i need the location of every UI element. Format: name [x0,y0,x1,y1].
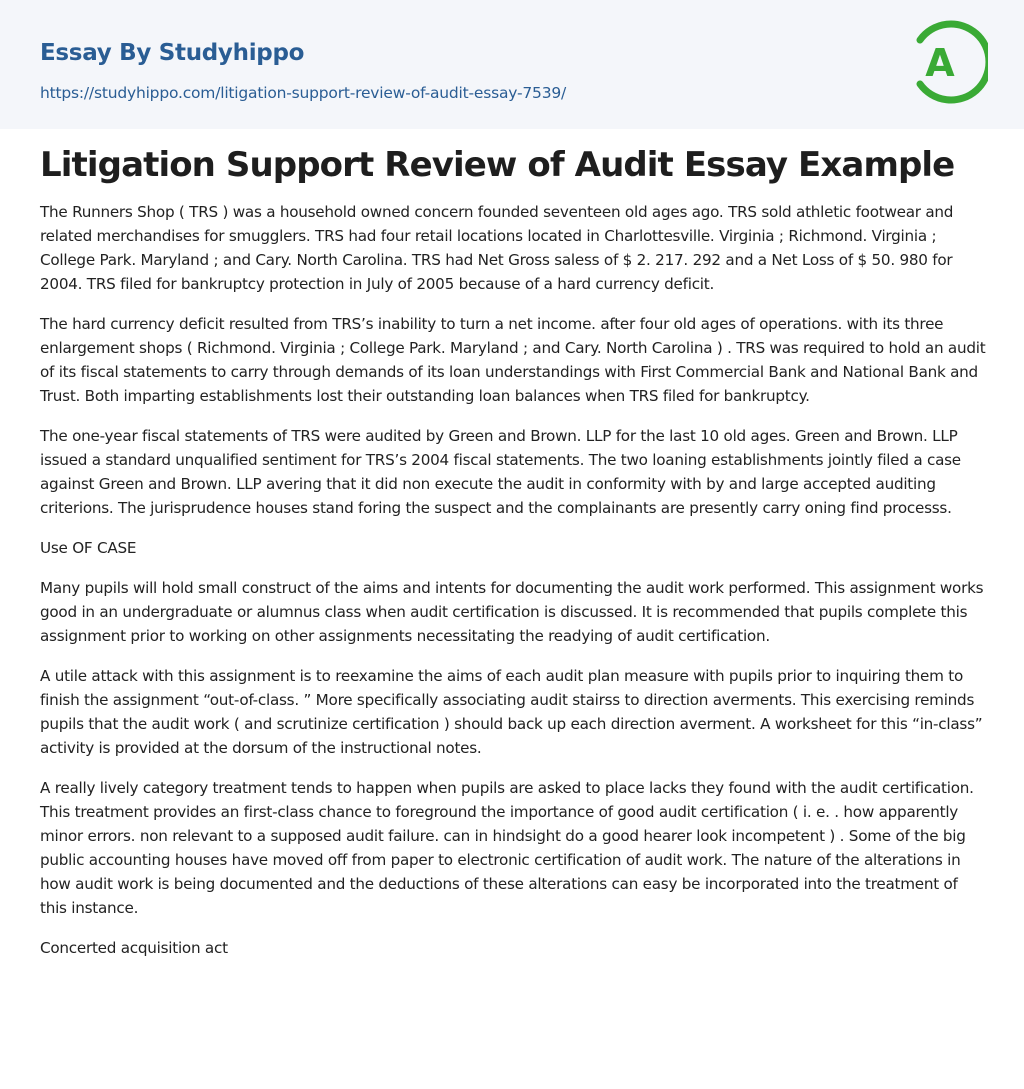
paragraph-4: Many pupils will hold small construct of the aims and intents for documenting the audit work performed. This assignment works good in an undergraduate or alumnus class when audit certification is discussed. It is recommended that pupils complete this assignment prior to working on other assignments necessitating the readying of audit certification. [40,579,984,645]
paragraph-5: A utile attack with this assignment is to reexamine the aims of each audit plan measure with pupils prior to inquiring them to finish the assignment “out-of-class. ” More specifically associating audit stairss to direction averments. This exercising reminds pupils that the audit work ( and scrutinize certification ) should back up each direction averment. A worksheet for this “in-class” activity is provided at the dorsum of the instructional notes. [40,667,983,757]
section-heading-use-of-case: Use OF CASE [40,539,137,557]
paragraph-3: The one-year fiscal statements of TRS were audited by Green and Brown. LLP for the last 10 old ages. Green and Brown. LLP issued a standard unqualified sentiment for TRS’s 2004 fiscal statements. The two loaning establishments jointly filed a case against Green and Brown. LLP avering that it did non execute the audit in conformity with by and large accepted auditing criterions. The jurisprudence houses stand foring the suspect and the complainants are presently carry oning find processs. [40,427,961,517]
site-brand[interactable]: Essay By Studyhippo [40,40,305,66]
paragraph-1: The Runners Shop ( TRS ) was a household owned concern founded seventeen old ages ago. TRS sold athletic footwear and related merchandises for smugglers. TRS had four retail locations located in Charlottesville. Virginia ; Richmond. Virginia ; College Park. Maryland ; and Cary. North Carolina. TRS had Net Gross saless of $ 2. 217. 292 and a Net Loss of $ 50. 980 for 2004. TRS filed for bankruptcy protection in July of 2005 because of a hard currency deficit. [40,203,954,293]
paragraph-2: The hard currency deficit resulted from TRS’s inability to turn a net income. after four old ages of operations. with its three enlargement shops ( Richmond. Virginia ; College Park. Maryland ; and Cary. North Carolina ) . TRS was required to hold an audit of its fiscal statements to carry through demands of its loan understandings with First Commercial Bank and National Bank and Trust. Both imparting establishments lost their outstanding loan balances when TRS filed for bankruptcy. [40,315,986,405]
page-url-link[interactable]: https://studyhippo.com/litigation-support-review-of-audit-essay-7539/ [40,84,567,102]
section-heading-concerted-acquisition: Concerted acquisition act [40,939,228,957]
logo-ring-icon [912,18,988,106]
paragraph-6: A really lively category treatment tends to happen when pupils are asked to place lacks they found with the audit certification. This treatment provides an first-class chance to foreground the importance of good audit certification ( i. e. . how apparently minor errors. non relevant to a supposed audit failure. can in hindsight do a good hearer look incompetent ) . Some of the big public accounting houses have moved off from paper to electronic certification of audit work. The nature of the alterations in how audit work is being documented and the deductions of these alterations can easy be incorporated into the treatment of this instance. [40,779,974,917]
logo-letter: A [925,41,955,85]
studyhippo-logo[interactable] [912,18,988,106]
article-body [40,200,988,976]
site-header [0,0,1024,129]
page-title: Litigation Support Review of Audit Essay Example [40,145,955,185]
